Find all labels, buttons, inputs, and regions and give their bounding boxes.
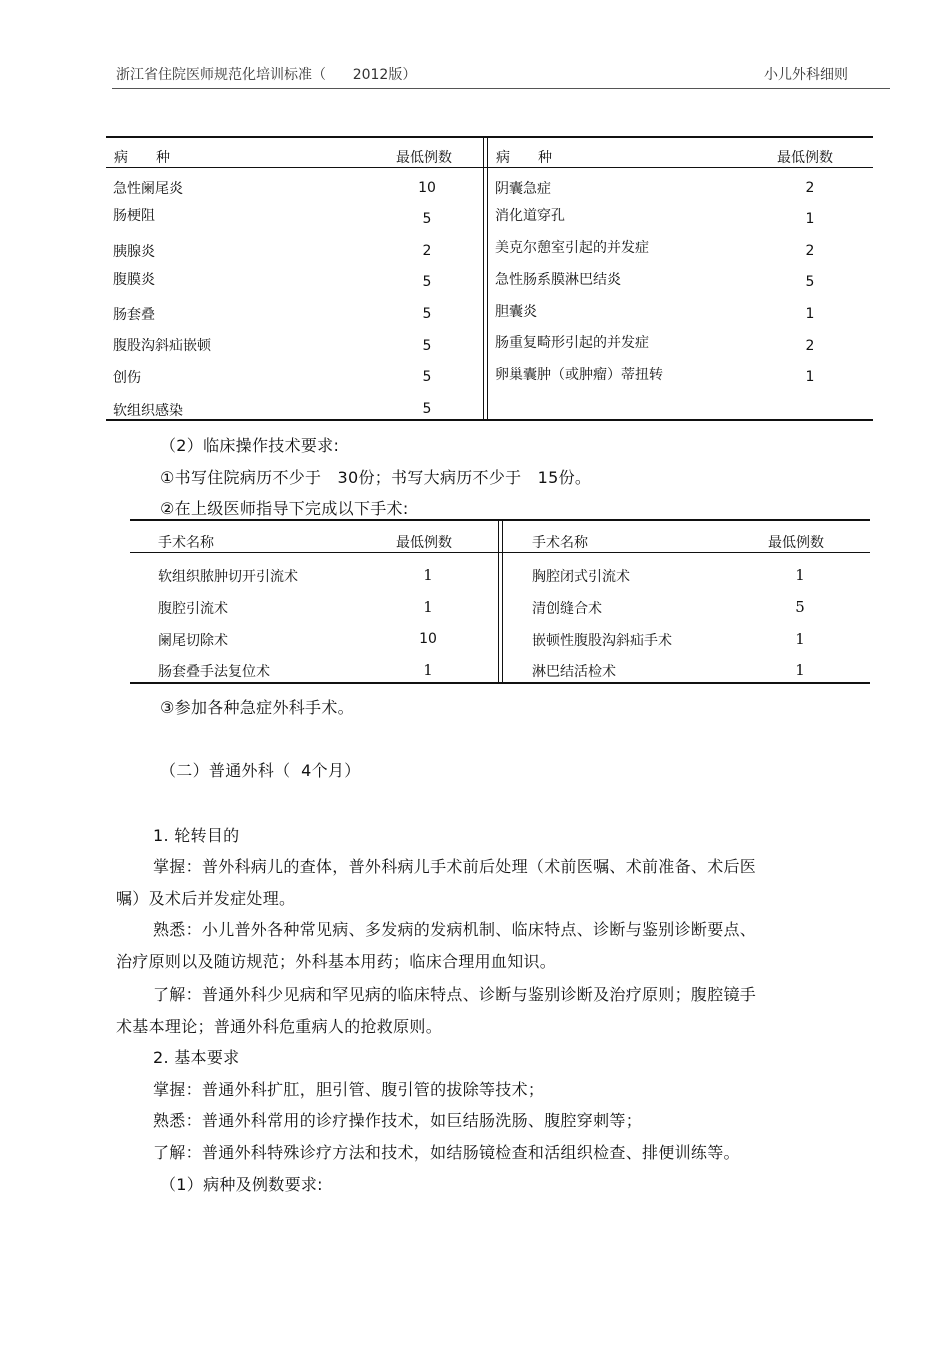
disease-count: 5 — [422, 338, 432, 354]
paragraph: （2）临床操作技术要求: — [160, 436, 340, 455]
disease-count: 5 — [805, 274, 815, 290]
disease-name: 胰腺炎 — [113, 244, 155, 260]
disease-name: 腹膜炎 — [113, 272, 155, 288]
table-divider — [487, 137, 488, 420]
disease-name: 创伤 — [113, 370, 141, 386]
disease-name: 腹股沟斜疝嵌顿 — [113, 338, 211, 354]
paragraph: 掌握：普通外科扩肛，胆引管、腹引管的拔除等技术； — [153, 1080, 545, 1099]
table-top-rule — [130, 519, 870, 521]
subheading: 1. 轮转目的 — [153, 826, 240, 845]
header-divider — [112, 88, 890, 89]
disease-count: 2 — [805, 338, 815, 354]
surgery-name: 淋巴结活检术 — [532, 664, 616, 680]
paragraph: （1）病种及例数要求: — [160, 1175, 323, 1194]
paragraph: 治疗原则以及随访规范；外科基本用药；临床合理用血知识。 — [116, 952, 557, 971]
header-title: 浙江省住院医师规范化培训标准（ 2012版） — [116, 67, 417, 83]
surgery-name: 肠套叠手法复位术 — [158, 664, 270, 680]
disease-name: 肠梗阻 — [113, 208, 155, 224]
table-divider — [498, 520, 499, 683]
disease-count: 5 — [422, 274, 432, 290]
header-section: 小儿外科细则 — [764, 67, 848, 83]
disease-name: 胆囊炎 — [495, 304, 537, 320]
disease-name: 急性肠系膜淋巴结炎 — [495, 272, 621, 288]
subheading: 2. 基本要求 — [153, 1048, 240, 1067]
disease-name: 肠重复畸形引起的并发症 — [495, 335, 649, 351]
surgery-count: 5 — [795, 598, 805, 616]
surgery-name: 软组织脓肿切开引流术 — [158, 569, 298, 585]
disease-count: 5 — [422, 369, 432, 385]
surgery-name: 清创缝合术 — [532, 601, 602, 617]
paragraph: 了解：普通外科少见病和罕见病的临床特点、诊断与鉴别诊断及治疗原则；腹腔镜手 — [153, 985, 757, 1004]
paragraph: ③参加各种急症外科手术。 — [160, 698, 354, 717]
paragraph: 熟悉：普通外科常用的诊疗操作技术，如巨结肠洗肠、腹腔穿刺等； — [153, 1111, 643, 1130]
table-header-rule — [106, 167, 873, 168]
surgery-count: 1 — [423, 566, 433, 584]
disease-name: 肠套叠 — [113, 307, 155, 323]
paragraph: ①书写住院病历不少于 30份；书写大病历不少于 15份。 — [160, 468, 592, 487]
disease-count: 1 — [805, 369, 815, 385]
column-header: 手术名称 — [158, 535, 214, 551]
paragraph: 熟悉：小儿普外各种常见病、多发病的发病机制、临床特点、诊断与鉴别诊断要点、 — [153, 920, 757, 939]
disease-count: 2 — [805, 180, 815, 196]
table-top-rule — [106, 136, 873, 138]
surgery-count: 1 — [423, 598, 433, 616]
disease-name: 卵巢囊肿（或肿瘤）蒂扭转 — [495, 367, 663, 383]
surgery-name: 胸腔闭式引流术 — [532, 569, 630, 585]
table-divider — [502, 520, 503, 683]
disease-count: 1 — [805, 211, 815, 227]
surgery-count: 1 — [795, 630, 805, 648]
paragraph: 嘱）及术后并发症处理。 — [116, 889, 296, 908]
paragraph: 术基本理论；普通外科危重病人的抢救原则。 — [116, 1017, 443, 1036]
surgery-name: 嵌顿性腹股沟斜疝手术 — [532, 633, 672, 649]
surgery-count: 1 — [795, 566, 805, 584]
surgery-name: 腹腔引流术 — [158, 601, 228, 617]
column-header: 手术名称 — [532, 535, 588, 551]
section-heading: （二）普通外科（ 4个月） — [160, 761, 361, 780]
column-header: 最低例数 — [396, 535, 452, 551]
paragraph: 了解：普通外科特殊诊疗方法和技术，如结肠镜检查和活组织检查、排便训练等。 — [153, 1143, 740, 1162]
column-header: 最低例数 — [396, 150, 452, 166]
surgery-count: 1 — [795, 661, 805, 679]
paragraph: 掌握：普外科病儿的查体，普外科病儿手术前后处理（术前医嘱、术前准备、术后医 — [153, 857, 757, 876]
disease-name: 消化道穿孔 — [495, 208, 565, 224]
table-divider — [483, 137, 484, 420]
disease-count: 5 — [422, 401, 432, 417]
disease-count: 2 — [805, 243, 815, 259]
disease-name: 美克尔憩室引起的并发症 — [495, 240, 649, 256]
disease-count: 5 — [422, 306, 432, 322]
table-bottom-rule — [106, 419, 873, 421]
column-header: 病 种 — [114, 150, 170, 166]
column-header: 最低例数 — [768, 535, 824, 551]
table-header-rule — [130, 552, 870, 553]
disease-count: 1 — [805, 306, 815, 322]
column-header: 病 种 — [496, 150, 552, 166]
column-header: 最低例数 — [777, 150, 833, 166]
surgery-count: 10 — [419, 631, 437, 647]
surgery-name: 阑尾切除术 — [158, 633, 228, 649]
surgery-count: 1 — [423, 661, 433, 679]
disease-name: 急性阑尾炎 — [113, 181, 183, 197]
paragraph: ②在上级医师指导下完成以下手术: — [160, 499, 409, 518]
table-bottom-rule — [130, 682, 870, 684]
disease-count: 5 — [422, 211, 432, 227]
disease-count: 2 — [422, 243, 432, 259]
disease-name: 软组织感染 — [113, 403, 183, 419]
disease-name: 阴囊急症 — [495, 181, 551, 197]
disease-count: 10 — [418, 180, 436, 196]
